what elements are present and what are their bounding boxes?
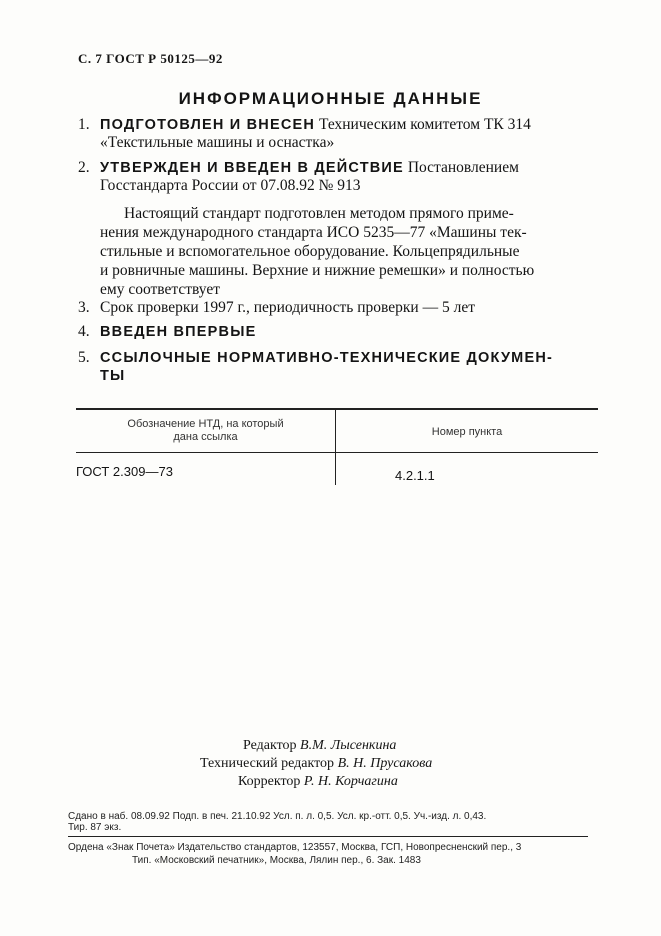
footer-publisher: Ордена «Знак Почета» Издательство стандартов, 123557, Москва, ГСП, Новопресненский пер., 3 bbox=[68, 842, 522, 853]
footer-printer: Тип. «Московский печатник», Москва, Лялин пер., 6. Зак. 1483 bbox=[132, 855, 421, 866]
credit-name: В. Н. Прусакова bbox=[337, 756, 433, 771]
page-header: С. 7 ГОСТ Р 50125—92 bbox=[78, 51, 223, 66]
paragraph-line-2: нения международного стандарта ИСО 5235—77 «Машины тек- bbox=[100, 224, 527, 241]
item-text: Срок проверки 1997 г., периодичность проверки — 5 лет bbox=[100, 299, 475, 316]
credit-role: Корректор bbox=[238, 774, 301, 789]
item-text: Техническим комитетом ТК 314 bbox=[315, 116, 531, 133]
credit-tech-editor bbox=[200, 756, 432, 772]
table-cell-item: 4.2.1.1 bbox=[395, 468, 435, 483]
item-lead: ТЫ bbox=[100, 368, 126, 384]
credit-name: В.М. Лысенкина bbox=[300, 738, 397, 753]
item-2-continuation: Госстандарта России от 07.08.92 № 913 bbox=[100, 177, 361, 194]
item-lead: УТВЕРЖДЕН И ВВЕДЕН В ДЕЙСТВИЕ bbox=[100, 160, 404, 176]
item-text: Постановлением bbox=[403, 159, 519, 176]
item-number: 3. bbox=[78, 299, 90, 316]
table-cell-ntd: ГОСТ 2.309—73 bbox=[76, 464, 173, 479]
credit-proofreader bbox=[238, 774, 398, 790]
footer-circulation: Тир. 87 экз. bbox=[68, 822, 122, 833]
item-1 bbox=[78, 115, 531, 135]
item-lead: ССЫЛОЧНЫЕ НОРМАТИВНО-ТЕХНИЧЕСКИЕ ДОКУМЕН- bbox=[100, 350, 554, 366]
item-2 bbox=[78, 158, 519, 178]
paragraph-line-5: ему соответствует bbox=[100, 281, 220, 298]
table-top-rule bbox=[76, 408, 598, 410]
footer-rule bbox=[68, 836, 588, 837]
credit-name: Р. Н. Корчагина bbox=[303, 774, 398, 789]
item-lead: ВВЕДЕН ВПЕРВЫЕ bbox=[100, 324, 257, 340]
table-column-divider bbox=[335, 409, 336, 485]
item-3 bbox=[78, 298, 475, 318]
table-header-rule bbox=[76, 452, 598, 453]
credit-role: Редактор bbox=[243, 738, 297, 753]
item-5 bbox=[78, 348, 553, 368]
item-4 bbox=[78, 322, 257, 342]
item-1-continuation: «Текстильные машины и оснастка» bbox=[100, 134, 335, 151]
item-number: 2. bbox=[78, 159, 90, 176]
section-title: ИНФОРМАЦИОННЫЕ ДАННЫЕ bbox=[178, 89, 483, 108]
item-lead: ПОДГОТОВЛЕН И ВНЕСЕН bbox=[100, 117, 316, 133]
item-number: 1. bbox=[78, 116, 90, 133]
item-number: 4. bbox=[78, 323, 90, 340]
paragraph-line-4: и ровничные машины. Верхние и нижние ремешки» и полностью bbox=[100, 262, 535, 279]
item-5-continuation bbox=[100, 366, 125, 386]
credit-role: Технический редактор bbox=[200, 756, 335, 771]
footer-print-info: Сдано в наб. 08.09.92 Подп. в печ. 21.10.92 Усл. п. л. 0,5. Усл. кр.-отт. 0,5. Уч.-изд. л. 0,43. bbox=[68, 811, 487, 822]
header-ntd-line-2: дана ссылка bbox=[173, 431, 238, 443]
table-header-item-number: Номер пункта bbox=[431, 426, 503, 438]
table-header-ntd bbox=[76, 418, 335, 444]
item-number: 5. bbox=[78, 349, 90, 366]
paragraph-line-1: Настоящий стандарт подготовлен методом прямого приме- bbox=[124, 205, 514, 222]
paragraph-line-3: стильные и вспомогательное оборудование. Кольцепрядильные bbox=[100, 243, 520, 260]
header-ntd-line-1: Обозначение НТД, на который bbox=[127, 418, 284, 430]
credit-editor bbox=[243, 738, 396, 754]
